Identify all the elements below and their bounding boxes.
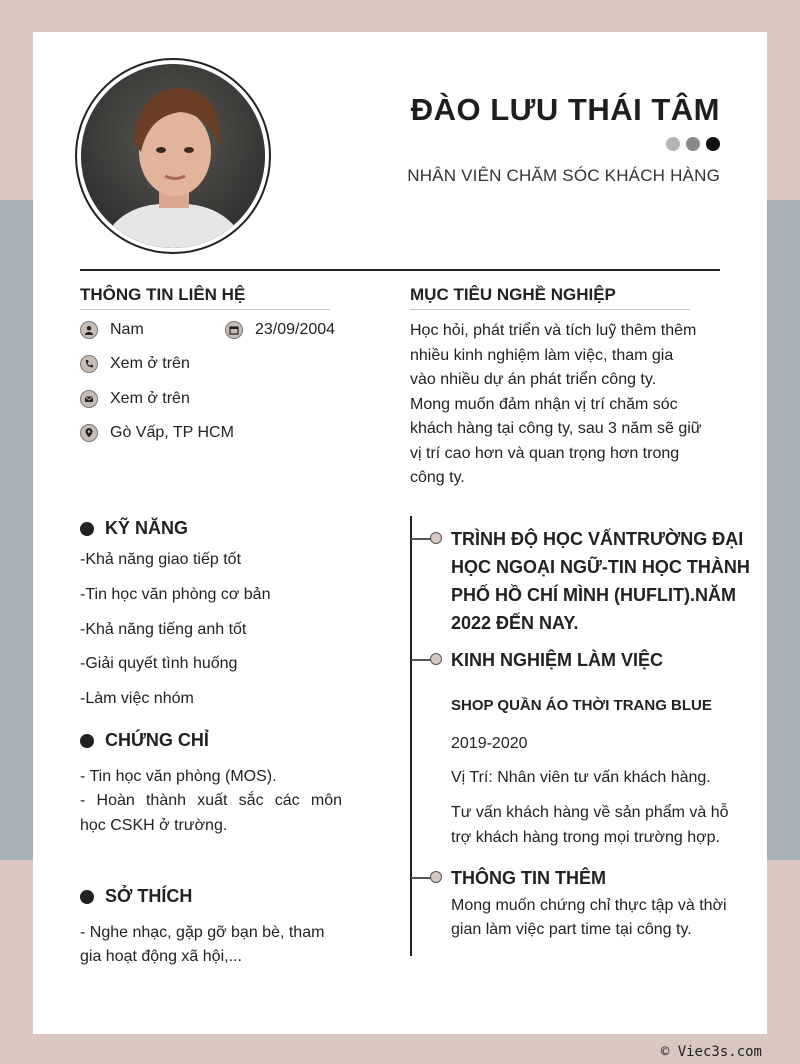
experience-company: SHOP QUẦN ÁO THỜI TRANG BLUE (451, 697, 712, 714)
decor-dots (666, 137, 720, 151)
decor-dot (686, 137, 700, 151)
skill-item: -Khả năng giao tiếp tốt (80, 551, 242, 568)
contact-underline (80, 309, 330, 310)
skills-heading (80, 518, 188, 539)
skill-item: -Giải quyết tình huống (80, 655, 238, 672)
education-line: PHỐ HỒ CHÍ MÌNH (HUFLIT).NĂM (451, 585, 736, 605)
avatar (81, 64, 265, 248)
certificate-line: - Tin học văn phòng (MOS). (80, 768, 277, 785)
experience-position: Vị Trí: Nhân viên tư vấn khách hàng. (451, 769, 711, 786)
extra-line: Mong muốn chứng chỉ thực tập và thời (451, 897, 727, 914)
header-divider (80, 269, 720, 271)
decor-dot (666, 137, 680, 151)
timeline-tick (411, 538, 431, 540)
timeline-tick (411, 659, 431, 661)
hobby-line: - Nghe nhạc, gặp gỡ bạn bè, tham (80, 924, 325, 941)
objective-line: công ty. (410, 469, 465, 486)
contact-phone (80, 355, 190, 373)
bullet-dot (80, 522, 94, 536)
timeline-node (430, 871, 442, 883)
education-line: HỌC NGOẠI NGỮ-TIN HỌC THÀNH (451, 557, 750, 577)
objective-line: Học hỏi, phát triển và tích luỹ thêm thêm (410, 322, 697, 339)
skill-item: -Khả năng tiếng anh tốt (80, 621, 247, 638)
gender-value: Nam (110, 321, 144, 338)
certificates-title: CHỨNG CHỈ (105, 730, 209, 750)
timeline-line (410, 516, 412, 956)
objective-text (410, 319, 740, 491)
skill-item: -Làm việc nhóm (80, 690, 194, 707)
watermark: © Viec3s.com (660, 1044, 762, 1060)
timeline-node (430, 653, 442, 665)
education-heading (451, 525, 761, 637)
objective-line: khách hàng tại công ty, sau 3 năm sẽ giữ (410, 420, 702, 437)
experience-title: KINH NGHIỆM LÀM VIỆC (451, 650, 664, 670)
address-value: Gò Vấp, TP HCM (110, 424, 234, 441)
experience-desc: trợ khách hàng trong mọi trường hợp. (451, 829, 720, 846)
objective-line: nhiều kinh nghiệm làm việc, tham gia (410, 346, 674, 364)
hobbies-title: SỞ THÍCH (105, 886, 193, 906)
objective-line: Mong muốn đảm nhận vị trí chăm sóc (410, 395, 678, 413)
location-pin-icon (80, 424, 98, 442)
objective-line: vào nhiều dự án phát triển công ty. (410, 371, 657, 388)
extra-line: gian làm việc part time tại công ty. (451, 921, 692, 938)
candidate-name: ĐÀO LƯU THÁI TÂM (410, 92, 720, 127)
contact-birthdate (225, 321, 335, 339)
person-icon (80, 321, 98, 339)
certificate-line: học CSKH ở trường. (80, 817, 228, 834)
decor-dot (706, 137, 720, 151)
objective-line: vị trí cao hơn và quan trọng hơn trong (410, 444, 680, 462)
skills-title: KỸ NĂNG (105, 518, 189, 538)
phone-icon (80, 355, 98, 373)
hobbies-heading (80, 886, 192, 907)
skill-item: -Tin học văn phòng cơ bản (80, 586, 271, 603)
mail-icon (80, 390, 98, 408)
contact-gender (80, 321, 144, 339)
bullet-dot (80, 890, 94, 904)
objective-underline (410, 309, 690, 310)
experience-desc: Tư vấn khách hàng về sản phẩm và hỗ (451, 804, 729, 821)
timeline-tick (411, 877, 431, 879)
phone-value: Xem ở trên (110, 355, 190, 372)
certificate-line: - Hoàn thành xuất sắc các môn (80, 792, 342, 809)
certificates-heading (80, 730, 209, 751)
bullet-dot (80, 734, 94, 748)
timeline-node (430, 532, 442, 544)
experience-period: 2019-2020 (451, 735, 528, 752)
contact-email (80, 390, 190, 408)
hobby-line: gia hoạt động xã hội,... (80, 948, 242, 965)
email-value: Xem ở trên (110, 390, 190, 407)
job-title: NHÂN VIÊN CHĂM SÓC KHÁCH HÀNG (407, 166, 720, 185)
birthdate-value: 23/09/2004 (255, 321, 336, 338)
extra-title: THÔNG TIN THÊM (451, 868, 606, 888)
education-line: TRÌNH ĐỘ HỌC VẤNTRƯỜNG ĐẠI (451, 529, 744, 549)
objective-title: MỤC TIÊU NGHỀ NGHIỆP (410, 285, 616, 304)
contact-address (80, 424, 234, 442)
contact-title: THÔNG TIN LIÊN HỆ (80, 285, 246, 304)
calendar-icon (225, 321, 243, 339)
education-line: 2022 ĐẾN NAY. (451, 613, 579, 633)
